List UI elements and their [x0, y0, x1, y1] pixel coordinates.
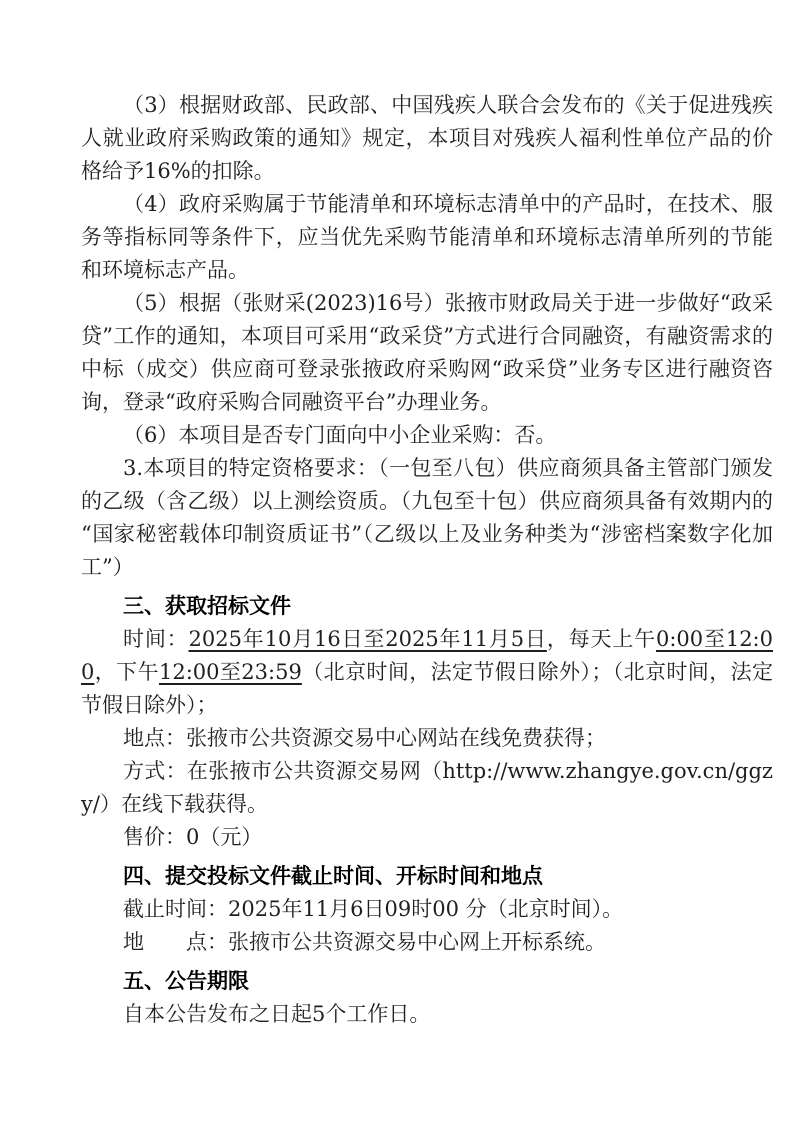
obtain-time-am-range: 0:00至12:00 — [81, 627, 773, 684]
obtain-price: 售价：0（元） — [123, 825, 263, 849]
obtain-time-date-range: 2025年10月16日至2025年11月5日 — [188, 627, 547, 651]
obtain-time-sep1: ，每天上午 — [546, 627, 656, 651]
announcement-period-text: 自本公告发布之日起5个工作日。 — [123, 1002, 431, 1026]
bid-opening-place: 地 点：张掖市公共资源交易中心网上开标系统。 — [123, 930, 606, 954]
policy-item-6: （6）本项目是否专门面向中小企业采购：否。 — [123, 423, 557, 447]
deadline-time: 截止时间：2025年11月6日09时00 分（北京时间）。 — [123, 897, 624, 921]
obtain-time-tail: （北京时间，法定节假日除外）；（北京时间，法定节假日除外）； — [81, 660, 774, 717]
section-heading-submission-deadline: 四、提交投标文件截止时间、开标时间和地点 — [123, 864, 543, 888]
policy-item-5: （5）根据（张财采(2023)16号）张掖市财政局关于进一步做好“政采贷”工作的通知，本项目可采用“政采贷”方式进行合同融资，有融资需求的中标（成交）供应商可登录张掖政府采购网“政采贷”业务专区进行融资咨询，登录“政府采购合同融资平台”办理业务。 — [81, 291, 773, 414]
policy-item-4: （4）政府采购属于节能清单和环境标志清单中的产品时，在技术、服务等指标同等条件下，应当优先采购节能清单和环境标志清单所列的节能和环境标志产品。 — [81, 192, 773, 282]
obtain-method: 方式：在张掖市公共资源交易网（http://www.zhangye.gov.cn/ggzy/）在线下载获得。 — [81, 759, 773, 816]
obtain-time — [81, 623, 773, 722]
qualification-requirements: 3.本项目的特定资格要求：（一包至八包）供应商须具备主管部门颁发的乙级（含乙级）以上测绘资质。（九包至十包）供应商须具备有效期内的“国家秘密载体印制资质证书”（乙级以上及业务种类为“涉密档案数字化加工”） — [81, 456, 773, 579]
section-heading-obtain-documents: 三、获取招标文件 — [123, 594, 291, 618]
obtain-time-sep2: ，下午 — [94, 660, 159, 684]
section-heading-announcement-period: 五、公告期限 — [123, 969, 249, 993]
obtain-location: 地点：张掖市公共资源交易中心网站在线免费获得； — [123, 726, 606, 750]
obtain-time-pm-range: 12:00至23:59 — [158, 660, 302, 684]
obtain-time-label: 时间： — [123, 627, 189, 651]
policy-item-3: （3）根据财政部、民政部、中国残疾人联合会发布的《关于促进残疾人就业政府采购政策的通知》规定，本项目对残疾人福利性单位产品的价格给予16%的扣除。 — [81, 93, 773, 183]
